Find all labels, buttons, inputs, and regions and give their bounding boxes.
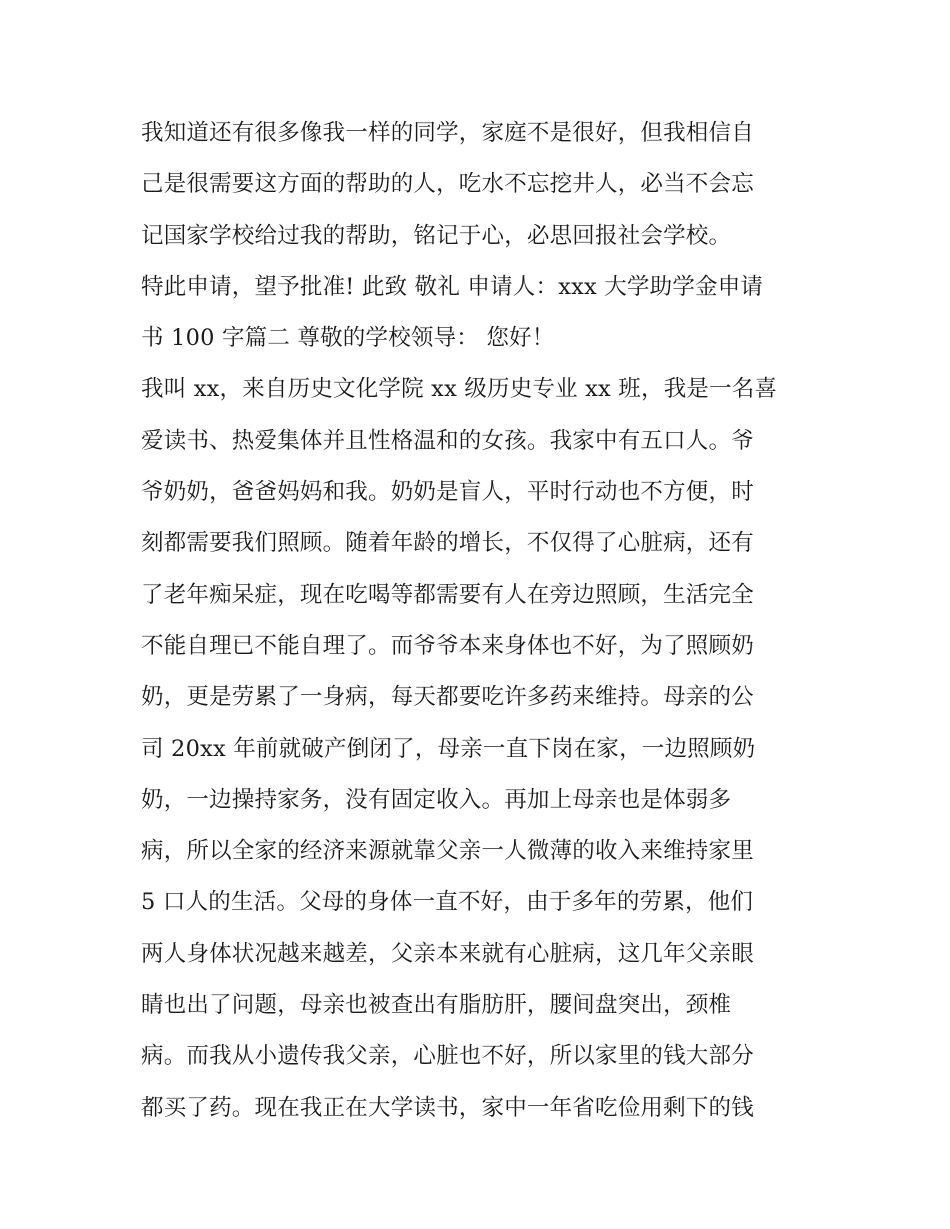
text-line: 睛也出了问题，母亲也被查出有脂肪肝，腰间盘突出，颈椎 [141,992,732,1019]
text-line: 病，所以全家的经济来源就靠父亲一人微薄的收入来维持家里 [141,838,754,865]
text-line: 两人身体状况越来越差，父亲本来就有心脏病，这几年父亲眼 [141,940,754,967]
text-line: 都买了药。现在我正在大学读书，家中一年省吃俭用剩下的钱 [141,1094,754,1121]
text-line: 特此申请，望予批准! 此致 敬礼 申请人：xxx 大学助学金申请 [141,273,764,300]
text-line: 5 口人的生活。父母的身体一直不好，由于多年的劳累，他们 [141,889,754,916]
text-line: 了老年痴呆症，现在吃喝等都需要有人在旁边照顾，生活完全 [141,581,754,608]
text-line: 爷奶奶，爸爸妈妈和我。奶奶是盲人，平时行动也不方便，时 [141,479,754,506]
text-line: 爱读书、热爱集体并且性格温和的女孩。我家中有五口人。爷 [141,427,754,454]
text-line: 我知道还有很多像我一样的同学，家庭不是很好，但我相信自 [141,120,754,146]
text-line: 奶，一边操持家务，没有固定收入。再加上母亲也是体弱多 [141,786,732,813]
text-line: 己是很需要这方面的帮助的人，吃水不忘挖井人，必当不会忘 [141,171,754,198]
text-line: 书 100 字篇二 尊敬的学校领导： 您好！ [141,325,555,352]
text-line: 司 20xx 年前就破产倒闭了，母亲一直下岗在家，一边照顾奶 [141,735,756,762]
text-line: 病。而我从小遗传我父亲，心脏也不好，所以家里的钱大部分 [141,1043,754,1070]
text-line: 刻都需要我们照顾。随着年龄的增长，不仅得了心脏病，还有 [141,530,754,557]
text-line: 不能自理已不能自理了。而爷爷本来身体也不好，为了照顾奶 [141,632,754,659]
text-line: 奶，更是劳累了一身病，每天都要吃许多药来维持。母亲的公 [141,684,754,711]
text-line: 我叫 xx，来自历史文化学院 xx 级历史专业 xx 班，我是一名喜 [141,376,778,403]
body-text [141,108,821,1134]
text-line: 记国家学校给过我的帮助，铭记于心，必思回报社会学校。 [141,222,732,249]
